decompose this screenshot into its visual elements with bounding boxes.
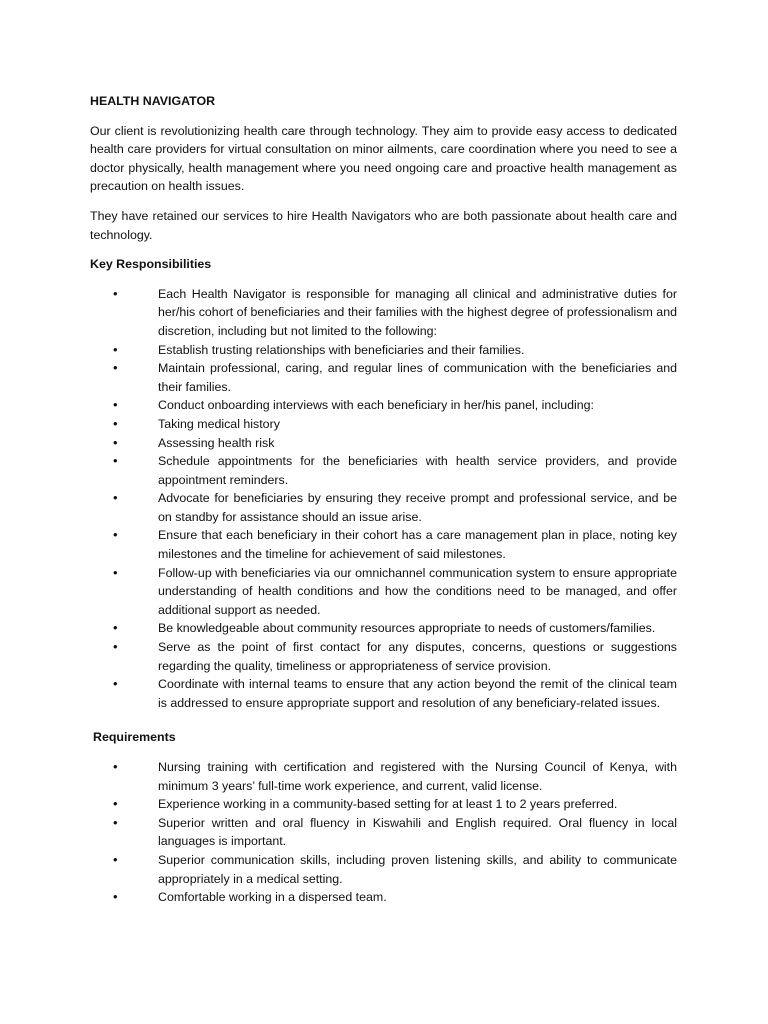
bullet-icon: • xyxy=(113,341,118,357)
bullet-icon: • xyxy=(113,453,118,469)
list-item: • Superior communication skills, including proven listening skills, and ability to communicate appropriately in a medical setting. xyxy=(113,851,677,886)
list-item: • Experience working in a community-based setting for at least 1 to 2 years preferred. xyxy=(90,795,677,814)
intro-paragraph: Our client is revolutionizing health care through technology. They aim to provide easy access to dedicated health care providers for virtual consultation on minor ailments, care coordination where you need to see a doctor physically, health management where you need ongoing care and proactive health management as precaution on health issues. xyxy=(90,123,677,194)
list-item: • Coordinate with internal teams to ensure that any action beyond the remit of the clinical team is addressed to ensure appropriate support and resolution of any beneficiary-related issues. xyxy=(113,676,677,710)
bullet-icon: • xyxy=(113,527,118,543)
document-page xyxy=(90,92,677,907)
bullet-icon: • xyxy=(113,639,118,655)
key-responsibilities-heading: Key Responsibilities xyxy=(90,257,212,272)
list-item: • Taking medical history xyxy=(90,415,677,434)
bullet-icon: • xyxy=(113,759,118,774)
bullet-icon: • xyxy=(113,814,118,830)
bullet-icon: • xyxy=(113,564,118,580)
list-item: • Be knowledgeable about community resources appropriate to needs of customers/families. xyxy=(90,619,677,638)
list-item: • Maintain professional, caring, and regular lines of communication with the beneficiaries and their families. xyxy=(113,360,677,394)
list-item: • Serve as the point of first contact for any disputes, concerns, questions or suggestions regarding the quality, timeliness or appropriateness of service provision. xyxy=(113,639,677,673)
list-item: • Superior written and oral fluency in Kiswahili and English required. Oral fluency in local languages is important. xyxy=(113,814,677,849)
list-item: • Comfortable working in a dispersed team. xyxy=(90,888,677,907)
bullet-icon: • xyxy=(113,889,118,905)
bullet-icon: • xyxy=(113,676,118,692)
bullet-icon: • xyxy=(113,360,118,376)
bullet-icon: • xyxy=(113,415,118,431)
list-item: • Establish trusting relationships with beneficiaries and their families. xyxy=(90,341,677,360)
bullet-icon: • xyxy=(113,434,118,450)
list-item: • Advocate for beneficiaries by ensuring they receive prompt and professional service, and be on standby for assistance should an issue arise. xyxy=(113,490,677,524)
requirements-list xyxy=(90,758,677,907)
bullet-icon: • xyxy=(113,620,118,636)
intro-paragraph: They have retained our services to hire Health Navigators who are both passionate about health care and technology. xyxy=(90,208,677,242)
list-item: • Follow-up with beneficiaries via our omnichannel communication system to ensure appropriate understanding of health conditions and how the conditions need to be managed, and offer additional support as needed. xyxy=(113,564,677,617)
list-item: • Each Health Navigator is responsible for managing all clinical and administrative duties for her/his cohort of beneficiaries and their families with the highest degree of professionalism and discretion, including but not limited to the following: xyxy=(113,285,677,338)
list-item: • Assessing health risk xyxy=(90,434,677,453)
list-item: • Ensure that each beneficiary in their cohort has a care management plan in place, noting key milestones and the timeline for achievement of said milestones. xyxy=(113,527,677,562)
requirements-heading: Requirements xyxy=(93,730,176,745)
bullet-icon: • xyxy=(113,851,118,867)
key-responsibilities-list xyxy=(90,285,677,713)
list-item: • Conduct onboarding interviews with each beneficiary in her/his panel, including: xyxy=(90,396,677,415)
bullet-icon: • xyxy=(113,285,118,301)
bullet-icon: • xyxy=(113,397,118,413)
bullet-icon: • xyxy=(113,796,118,812)
list-item: • Nursing training with certification and registered with the Nursing Council of Kenya, with minimum 3 years’ full-time work experience, and current, valid license. xyxy=(113,759,677,793)
document-title: HEALTH NAVIGATOR xyxy=(90,94,216,108)
list-item: • Schedule appointments for the beneficiaries with health service providers, and provide appointment reminders. xyxy=(113,453,677,487)
bullet-icon: • xyxy=(113,490,118,506)
